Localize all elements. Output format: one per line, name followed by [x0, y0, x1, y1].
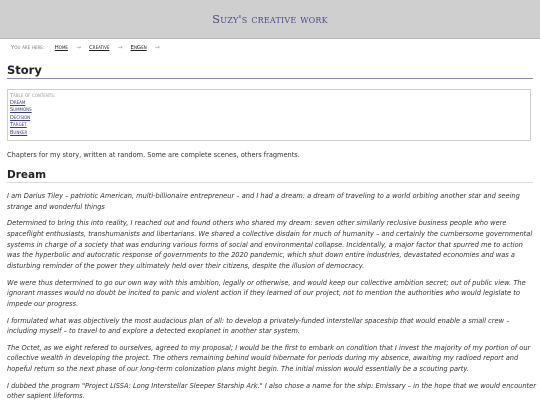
breadcrumb [11, 44, 168, 51]
story-paragraph: I am Darius Tiley – patriotic American, multi-billionaire entrepreneur – and I had a dream: a dream of traveling to a world orbiting another star and seeing strange and wonderful things [7, 192, 520, 211]
section-title-dream: Dream [7, 169, 533, 183]
intro-text: Chapters for my story, written at random. Some are complete scenes, others fragments. [7, 151, 300, 159]
toc-link-decision[interactable]: Decision [10, 114, 31, 121]
breadcrumb-label: You are here: [11, 44, 45, 51]
story-paragraph: Determined to bring this into reality, I reached out and found others who shared my dream: seven other similarly reclusive business people who were spaceflight enthusiasts, transhumanists and libertarians. We shared a collective disdain for much of humanity – and certainly the cumbersome governmental systems in charge of a society that was enduring various forms of social and environmental collapse. Incidentally, a major factor that spurred me to action was the hyperbolic and autocratic response of governments to the 2020 pandemic, which shut down entire industries, devastated economies and was a disturbing reminder of the power they ultimately held over their citizens, despite the illusion of democracy. [7, 219, 533, 270]
breadcrumb-link-home[interactable]: Home [54, 44, 68, 51]
story-paragraph: I formulated what was objectively the most audacious plan of all: to develop a privately-funded interstellar spaceship that would enable a small crew – including myself – to travel to and explore a detected exoplanet in another star system. [7, 316, 510, 336]
breadcrumb-arrow-icon: → [154, 44, 160, 51]
story-paragraph: I dubbed the program "Project LISSA: Long Interstellar Sleeper Starship Ark." I also chose a name for the ship: Emissary – in the hope that we would encounter other sapient lifeforms. [7, 381, 536, 401]
story-body [7, 191, 537, 408]
toc-link-dream[interactable]: Dream [10, 99, 26, 106]
table-of-contents [7, 89, 531, 141]
site-title: Suzy's creative work [212, 12, 328, 26]
story-paragraph: The Octet, as we eight refered to ourselves, agreed to my proposal; I would be the first to embark on condition that I invest the majority of my portion of our collective wealth in developing the project. The others remaining behind would hibernate for periods during my absence, awaiting my radioed report and hopeful return so the next phase of our long-term colonization plans might begin. The initial mission would essentially be a scouting party. [7, 343, 531, 374]
page-title: Story [7, 63, 533, 79]
toc-link-bunker[interactable]: Bunker [10, 129, 28, 136]
toc-list [10, 100, 528, 138]
breadcrumb-link-engen[interactable]: EnGen [130, 44, 147, 51]
toc-link-target[interactable]: Target [10, 122, 27, 129]
breadcrumb-arrow-icon: → [117, 44, 123, 51]
site-header [0, 0, 540, 39]
toc-title: Table of contents: [10, 93, 56, 99]
breadcrumb-link-creative[interactable]: Creative [88, 44, 110, 51]
story-paragraph: We were thus determined to go our own way with this ambition, legally or otherwise, and would keep our collective ambition secret; out of public view. The ignorant masses would no doubt be incited to panic and violent action if they learned of our project, not to mention the authorities who would legislate to impede our progress. [7, 278, 526, 308]
toc-link-summons[interactable]: Summons [10, 107, 32, 114]
breadcrumb-arrow-icon: → [75, 44, 81, 51]
